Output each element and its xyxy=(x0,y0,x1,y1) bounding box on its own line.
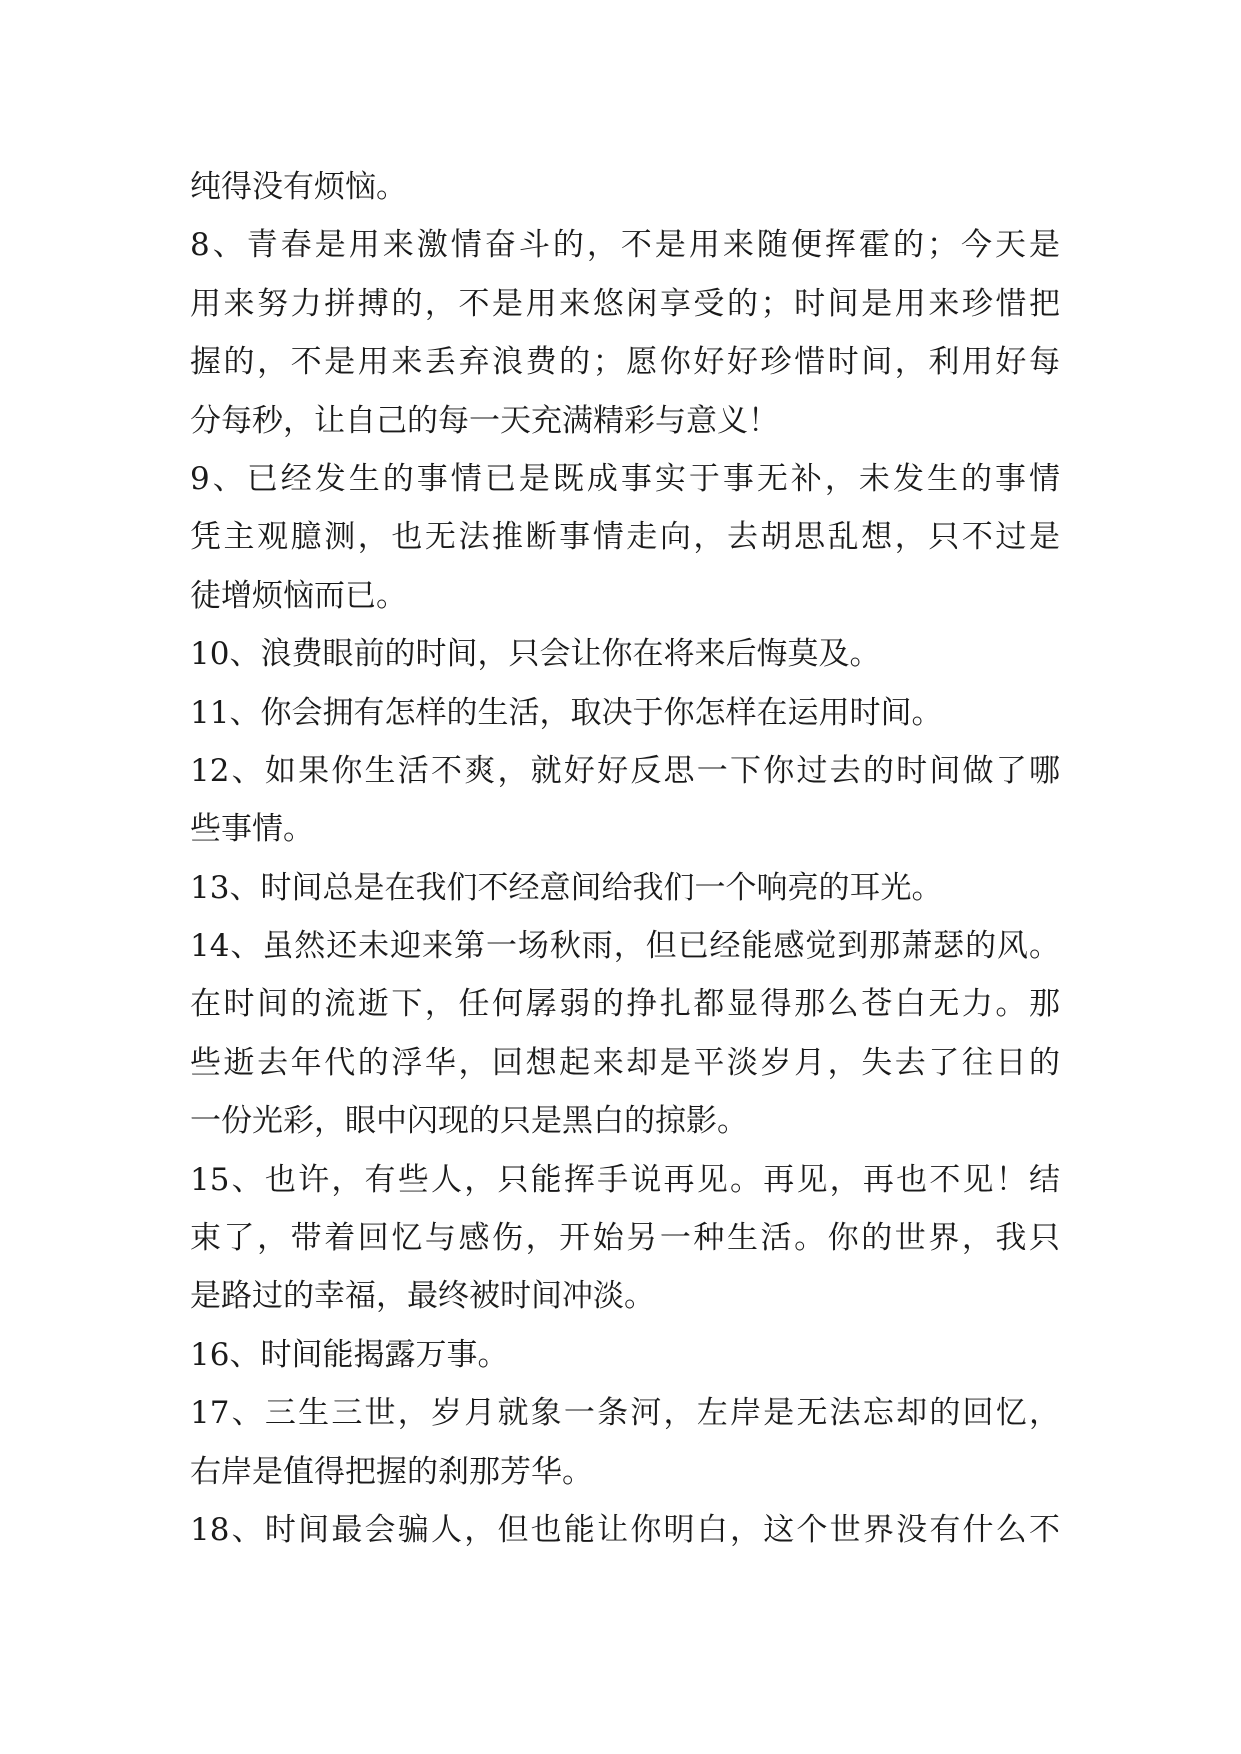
text-line: 17、三生三世，岁月就象一条河，左岸是无法忘却的回忆， xyxy=(190,1395,1060,1432)
text-line: 8、青春是用来激情奋斗的，不是用来随便挥霍的；今天是 xyxy=(190,227,1060,264)
text-line: 18、时间最会骗人，但也能让你明白，这个世界没有什么不 xyxy=(190,1511,1060,1548)
text-line: 束了，带着回忆与感伤，开始另一种生活。你的世界，我只 xyxy=(190,1220,1060,1257)
text-line: 13、时间总是在我们不经意间给我们一个响亮的耳光。 xyxy=(190,869,943,906)
text-line: 是路过的幸福，最终被时间冲淡。 xyxy=(190,1278,655,1315)
text-line: 11、你会拥有怎样的生活，取决于你怎样在运用时间。 xyxy=(190,694,943,731)
document-body xyxy=(190,158,1060,1559)
text-line: 9、已经发生的事情已是既成事实于事无补，未发生的事情 xyxy=(190,460,1060,497)
text-line: 纯得没有烦恼。 xyxy=(190,169,407,205)
text-line: 16、时间能揭露万事。 xyxy=(190,1336,509,1373)
text-line: 右岸是值得把握的刹那芳华。 xyxy=(190,1453,593,1490)
text-line: 分每秒，让自己的每一天充满精彩与意义！ xyxy=(190,402,779,439)
text-line: 10、浪费眼前的时间，只会让你在将来后悔莫及。 xyxy=(190,636,881,673)
text-line: 在时间的流逝下，任何孱弱的挣扎都显得那么苍白无力。那 xyxy=(190,986,1060,1023)
text-line: 些逝去年代的浮华，回想起来却是平淡岁月，失去了往日的 xyxy=(190,1044,1060,1081)
text-line: 一份光彩，眼中闪现的只是黑白的掠影。 xyxy=(190,1103,748,1140)
text-line: 14、虽然还未迎来第一场秋雨，但已经能感觉到那萧瑟的风。 xyxy=(190,928,1060,965)
text-line: 用来努力拼搏的，不是用来悠闲享受的；时间是用来珍惜把 xyxy=(190,285,1060,322)
text-line: 握的，不是用来丢弃浪费的；愿你好好珍惜时间，利用好每 xyxy=(190,344,1060,381)
text-line: 12、如果你生活不爽，就好好反思一下你过去的时间做了哪 xyxy=(190,752,1060,789)
text-line: 15、也许，有些人，只能挥手说再见。再见，再也不见！结 xyxy=(190,1161,1060,1198)
text-line: 凭主观臆测，也无法推断事情走向，去胡思乱想，只不过是 xyxy=(190,519,1060,556)
text-line: 徒增烦恼而已。 xyxy=(190,577,407,614)
text-line: 些事情。 xyxy=(190,811,314,848)
